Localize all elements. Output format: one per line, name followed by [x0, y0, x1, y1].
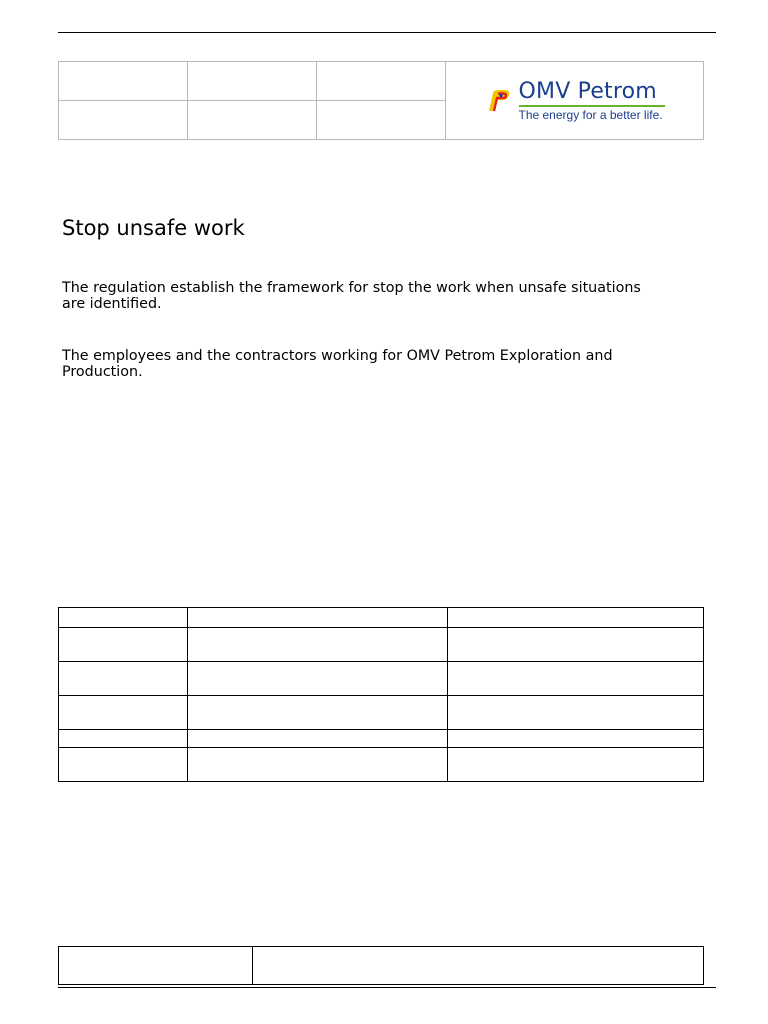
header-cell [317, 101, 446, 140]
omv-petrom-logo [485, 78, 665, 122]
footer-table [58, 946, 704, 985]
header-cell [188, 62, 317, 101]
footer-cell [253, 947, 704, 985]
table-cell [59, 628, 188, 662]
table-row [59, 748, 704, 782]
table-row [59, 628, 704, 662]
header-cell [188, 101, 317, 140]
revision-table [58, 607, 704, 782]
logo-cell [446, 62, 704, 140]
table-cell [448, 730, 704, 748]
table-cell [448, 628, 704, 662]
table-cell [59, 608, 188, 628]
table-cell [188, 696, 448, 730]
table-cell [188, 608, 448, 628]
document-header-table [58, 61, 704, 140]
table-cell [448, 608, 704, 628]
table-cell [59, 662, 188, 696]
table-cell [188, 628, 448, 662]
bottom-rule [58, 987, 716, 988]
top-rule [58, 32, 716, 33]
document-title: Stop unsafe work [62, 216, 245, 240]
table-cell [59, 748, 188, 782]
header-cell [317, 62, 446, 101]
header-cell [59, 62, 188, 101]
table-row [59, 608, 704, 628]
brand-tagline: The energy for a better life. [518, 107, 663, 122]
table-cell [188, 730, 448, 748]
brand-name: OMV Petrom [518, 78, 657, 104]
brand-underline [519, 105, 665, 107]
table-cell [448, 696, 704, 730]
table-cell [59, 730, 188, 748]
header-cell [59, 101, 188, 140]
table-cell [59, 696, 188, 730]
table-cell [448, 662, 704, 696]
table-cell [448, 748, 704, 782]
table-row [59, 730, 704, 748]
footer-cell [59, 947, 253, 985]
scope-paragraph: The employees and the contractors working for OMV Petrom Exploration and Production. [62, 348, 613, 380]
purpose-paragraph: The regulation establish the framework for stop the work when unsafe situations are identified. [62, 280, 641, 312]
table-row [59, 662, 704, 696]
omv-petrom-flame-icon [485, 89, 511, 113]
table-cell [188, 662, 448, 696]
table-cell [188, 748, 448, 782]
table-row [59, 696, 704, 730]
